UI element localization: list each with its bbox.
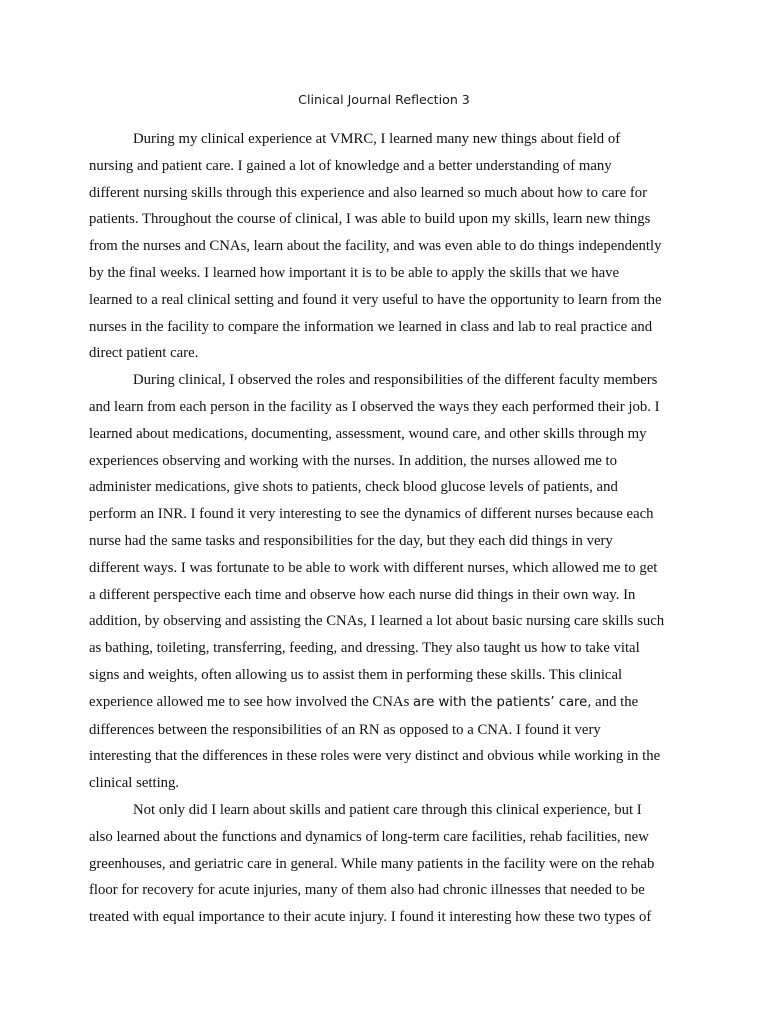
paragraph-1 <box>89 126 681 367</box>
text-line: learned about medications, documenting, assessment, wound care, and other skills through my <box>89 425 647 442</box>
text-run: and the <box>591 693 639 710</box>
text-line: as bathing, toileting, transferring, feeding, and dressing. They also taught us how to take vital <box>89 640 640 657</box>
text-line: experiences observing and working with the nurses. In addition, the nurses allowed me to <box>89 452 618 469</box>
text-line: differences between the responsibilities of an RN as opposed to a CNA. I found it very <box>89 721 601 738</box>
text-line: administer medications, give shots to patients, check blood glucose levels of patients, and <box>89 479 618 496</box>
text-line: treated with equal importance to their acute injury. I found it interesting how these two types of <box>89 909 652 926</box>
text-line: from the nurses and CNAs, learn about the facility, and was even able to do things independently <box>89 238 662 255</box>
text-line: greenhouses, and geriatric care in general. While many patients in the facility were on the rehab <box>89 855 655 872</box>
text-line: During my clinical experience at VMRC, I learned many new things about field of <box>133 131 621 147</box>
text-line-mixed-font <box>89 689 681 717</box>
text-line: signs and weights, often allowing us to assist them in performing these skills. This clinical <box>89 666 623 683</box>
text-line: different ways. I was fortunate to be able to work with different nurses, which allowed me to get <box>89 559 658 576</box>
text-line: by the final weeks. I learned how important it is to be able to apply the skills that we have <box>89 264 620 281</box>
text-line: addition, by observing and assisting the CNAs, I learned a lot about basic nursing care skills such <box>89 613 665 630</box>
text-line: clinical setting. <box>89 775 180 792</box>
text-line: a different perspective each time and observe how each nurse did things in their own way. In <box>89 586 636 603</box>
text-line: different nursing skills through this experience and also learned so much about how to care for <box>89 184 648 201</box>
text-line: nursing and patient care. I gained a lot of knowledge and a better understanding of many <box>89 157 612 174</box>
paragraph-2 <box>89 367 681 797</box>
text-line: Not only did I learn about skills and patient care through this clinical experience, but I <box>133 801 642 818</box>
text-run: experience allowed me to see how involved the CNAs <box>89 693 413 710</box>
text-line: nurses in the facility to compare the information we learned in class and lab to real practice and <box>89 318 653 335</box>
text-line: direct patient care. <box>89 345 199 362</box>
document-title: Clinical Journal Reflection 3 <box>298 92 470 107</box>
text-line: also learned about the functions and dynamics of long-term care facilities, rehab facilities, new <box>89 828 649 845</box>
text-line: and learn from each person in the facility as I observed the ways they each performed their job. I <box>89 398 660 415</box>
text-line: interesting that the differences in these roles were very distinct and obvious while working in the <box>89 748 661 765</box>
paragraph-3 <box>89 797 681 931</box>
text-line: patients. Throughout the course of clinical, I was able to build upon my skills, learn new things <box>89 211 651 228</box>
text-line: nurse had the same tasks and responsibilities for the day, but they each did things in very <box>89 532 613 549</box>
text-line: perform an INR. I found it very interesting to see the dynamics of different nurses because each <box>89 506 654 523</box>
text-line: learned to a real clinical setting and found it very useful to have the opportunity to learn from the <box>89 291 662 308</box>
document-body <box>89 126 681 931</box>
text-line: floor for recovery for acute injuries, many of them also had chronic illnesses that needed to be <box>89 882 645 899</box>
text-run-sans: are with the patients’ care, <box>413 694 592 710</box>
text-line: During clinical, I observed the roles and responsibilities of the different faculty members <box>133 372 658 389</box>
